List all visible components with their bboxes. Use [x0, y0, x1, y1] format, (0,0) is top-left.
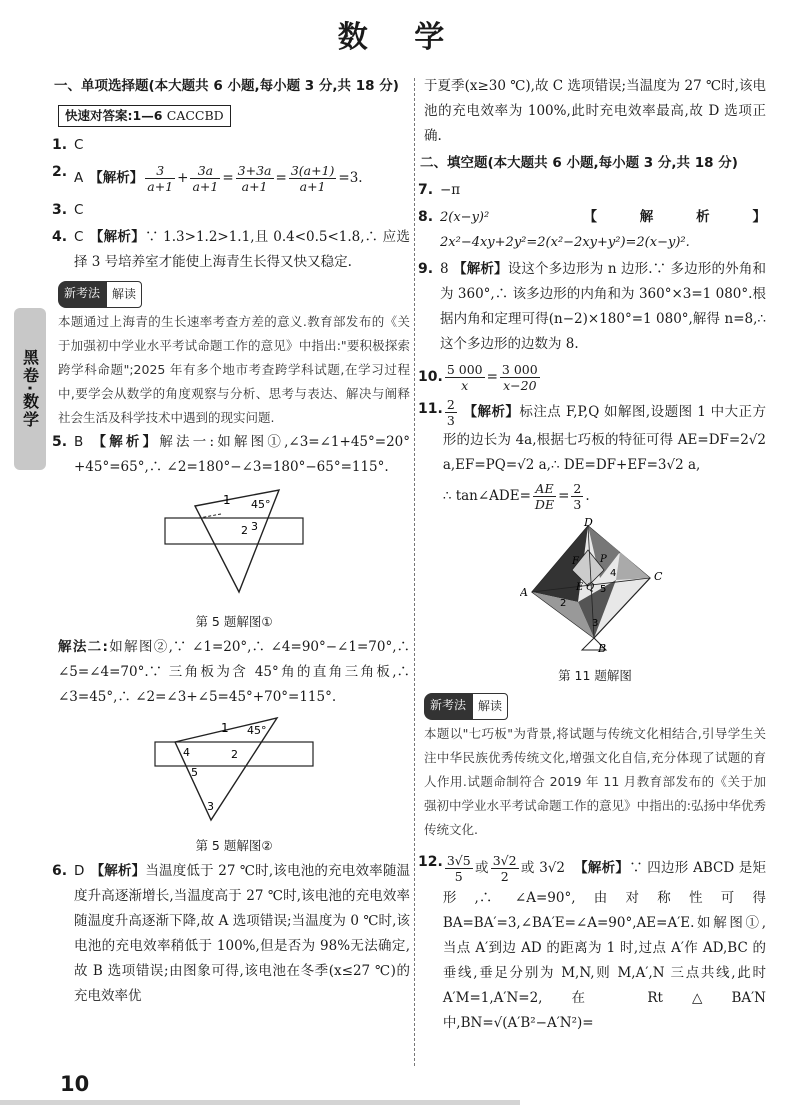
analysis-text: 设这个多边形为 n 边形.∵ 多边形的外角和为 360°,∴ 该多边形的内角和为 360°×3=1 080°.根据内角和定理可得(n−2)×180°=1 080°,解得 n=8,∴ 这个多边形的边数为 8. [440, 261, 767, 352]
side-tab-label: 黑卷·数学 [20, 348, 40, 430]
fraction: $\frac{3√5}{5}$ [446, 853, 471, 884]
interpretation-note: 本题以"七巧板"为背景,将试题与传统文化相结合,引导学生关注中华民族优秀传统文化,增强文化自信,充分体现了试题的育人作用.试题命制符合 2019 年 11 月教育部发布的《关于加强初中学业水平考试命题工作的意见》中指出的:弘扬中华优秀传统文化. [424, 726, 766, 837]
question-number: 1. [52, 137, 68, 153]
answer-value: −π [440, 182, 461, 198]
quick-answer-codes: CACCBD [166, 108, 224, 123]
question-5 [52, 430, 410, 480]
svg-text:C: C [654, 570, 663, 583]
quick-answer-box [58, 105, 231, 127]
figure-caption: 第 5 题解图② [195, 838, 273, 853]
svg-text:4: 4 [183, 746, 190, 759]
question-4 [52, 225, 410, 275]
answer-choice: A [74, 170, 84, 186]
analysis-tag: 【解析】 [574, 860, 630, 876]
svg-text:5: 5 [600, 584, 607, 595]
question-number: 8. [418, 209, 434, 225]
answer-choice: D [74, 863, 85, 879]
question-number: 6. [52, 863, 68, 879]
fraction: $\frac{3}{a+1}$ [147, 163, 174, 194]
answer-choice: B [74, 434, 84, 450]
svg-text:3: 3 [207, 800, 214, 813]
svg-text:2: 2 [231, 748, 238, 761]
answer-choice: C [74, 229, 84, 245]
question-number: 2. [52, 164, 68, 180]
answer-choice: C [74, 137, 84, 153]
question-3 [52, 198, 410, 223]
figure-caption: 第 5 题解图① [195, 614, 273, 629]
figure-11 [424, 518, 766, 687]
question-1 [52, 133, 410, 158]
page-number: 10 [60, 1072, 90, 1096]
fraction: $\frac{3a}{a+1}$ [192, 163, 219, 194]
fraction: $\frac{2}{3}$ [573, 481, 582, 512]
figure-5-2 [58, 714, 410, 857]
section-2-heading: 二、填空题(本大题共 6 小题,每小题 3 分,共 18 分) [420, 155, 738, 171]
fraction: $\frac{3 000}{x-20}$ [501, 362, 538, 393]
question-8 [418, 205, 766, 255]
right-column [418, 74, 767, 1038]
quick-answer-label: 快速对答案:1—6 [65, 108, 163, 123]
svg-text:B: B [598, 642, 607, 655]
svg-text:3: 3 [251, 520, 258, 533]
analysis-tag: 【解析】 [89, 170, 144, 186]
page-title: 数 学 [337, 20, 463, 55]
solution-2: 解法二:如解图②,∵ ∠1=20°,∴ ∠4=90°−∠1=70°,∴ ∠5=∠4=70°.∵ 三角板为含 45°角的直角三角板,∴ ∠3=45°,∴ ∠2=∠3+∠5=45°+70°=115°. [58, 639, 410, 705]
svg-text:45°: 45° [251, 498, 271, 511]
svg-text:A: A [520, 586, 528, 599]
answer-fraction: $\frac{2}{3}$ [446, 397, 455, 428]
question-6-continued: 于夏季(x≥30 ℃),故 C 选项错误;当温度为 27 ℃时,该电池的充电效率为 100%,此时充电效率最高,故 D 选项正确. [424, 78, 766, 144]
answer-value: 2(x−y)² [440, 210, 490, 225]
analysis-text: ∵ 1.3>1.2>1.1,且 0.4<0.5<1.8,∴ 应选择 3 号培养室才能使上海青生长得又快又稳定. [74, 229, 410, 270]
question-9 [418, 257, 767, 357]
analysis-text: 标注点 F,P,Q 如解图,设题图 1 中大正方形的边长为 4a,根据七巧板的特征可得 AE=DF=2√2 a,EF=PQ=√2 a,∴ DE=DF+EF=3√2 a, [442, 404, 767, 473]
fraction: $\frac{5 000}{x}$ [446, 362, 483, 393]
svg-text:4: 4 [610, 568, 617, 579]
analysis-tag: 【解析】 [453, 261, 508, 277]
svg-text:1: 1 [221, 721, 229, 735]
side-tab [14, 308, 46, 470]
figure-5-1 [58, 484, 410, 633]
new-exam-badge: 新考法 解读 [58, 281, 142, 308]
analysis-tag: 【解析】 [89, 434, 160, 450]
ruler-triangle-diagram-2 [149, 714, 319, 826]
fraction: $\frac{3+3a}{a+1}$ [237, 163, 272, 194]
question-number: 12. [418, 854, 443, 870]
question-12: 12. $\frac{3√5}{5}$ 或 $\frac{3√2}{2}$ 或 3√2 【解析】∵ 四边形 ABCD 是矩形,∴ ∠A=90°,由对称性可得 BA=BA′=3,∠BA′E=∠A=90°,AE=A′E.如解图①,当点 A′到边 AD 的距离为 1 时,过点 A′作 AD,BC 的垂线,垂足分别为 M,N,则 M,A′,N 三点共线,此时 A′M=1,A′N=2,在 Rt△BA′N 中,BN=√(A′B²−A′N²)= [424, 850, 766, 1036]
analysis-tag: 【解析】 [583, 209, 766, 225]
question-11 [418, 397, 767, 514]
svg-text:2: 2 [560, 598, 567, 609]
svg-text:F: F [572, 556, 579, 567]
analysis-text: ∵ 四边形 ABCD 是矩形,∴ ∠A=90°,由对称性可得 BA=BA′=3,∠BA′E=∠A=90°,AE=A′E.如解图①,当点 A′到边 AD 的距离为 1 时,过点 A′作 AD,BC 的垂线,垂足分别为 M,N,则 M,A′,N 三点共线,此时 A′M=1,A′N=2,在 Rt△BA′N 中,BN=√(A′B²−A′N²)= [442, 860, 767, 1031]
figure-caption: 第 11 题解图 [558, 668, 632, 683]
question-number: 4. [52, 229, 68, 245]
svg-text:3: 3 [592, 618, 599, 629]
question-6 [52, 859, 411, 1009]
svg-text:2: 2 [241, 524, 248, 537]
section-1-heading: 一、单项选择题(本大题共 6 小题,每小题 3 分,共 18 分) [54, 78, 399, 94]
analysis-text: 2x²−4xy+2y²=2(x²−2xy+y²)=2(x−y)². [440, 235, 690, 250]
answer-value: 8 [440, 261, 449, 277]
svg-text:45°: 45° [247, 724, 267, 737]
analysis-text: 当温度低于 27 ℃时,该电池的充电效率随温度升高逐渐增长,当温度高于 27 ℃时,该电池的充电效率随温度升高逐渐下降,故 A 选项错误;当温度为 0 ℃时,该电池的充电效率稍低于 100%,但是否为 98%无法确定,故 B 选项错误;由图象可得,该电池在冬季(x≤27 ℃)的充电效率优 [74, 863, 411, 1004]
question-number: 3. [52, 202, 68, 218]
tan-line: ∴ tan∠ADE= $\frac{AE}{DE}$ = $\frac{2}{3}$ . [442, 481, 590, 512]
fraction: $\frac{3√2}{2}$ [492, 853, 517, 884]
new-exam-badge: 新考法 解读 [424, 693, 508, 720]
analysis-tag: 【解析】 [90, 863, 146, 879]
question-number: 11. [418, 401, 443, 417]
footer-bar [0, 1100, 520, 1105]
question-number: 9. [418, 261, 434, 277]
svg-text:P: P [600, 554, 607, 565]
fraction: $\frac{AE}{DE}$ [534, 481, 555, 512]
column-divider [414, 78, 415, 1066]
interpretation-note: 本题通过上海青的生长速率考查方差的意义.教育部发布的《关于加强初中学业水平考试命题工作的意见》中指出:"要积极探索跨学科命题";2025 年有多个地市考查跨学科试题,在学习过程中,要学会从数学的角度观察与分析、思考与表达、解决与阐释社会生活及科学技术中遇到的现实问题. [58, 314, 410, 425]
analysis-tag: 【解析】 [463, 404, 520, 420]
question-number: 5. [52, 434, 68, 450]
question-10: 10. $\frac{5 000}{x}$ = $\frac{3 000}{x-20}$ [424, 359, 766, 395]
question-number: 10. [418, 369, 443, 385]
ruler-triangle-diagram-1 [159, 484, 309, 602]
svg-text:Q: Q [586, 582, 595, 593]
question-2: 2. A 【解析】 $\frac{3}{a+1}$ + $\frac{3a}{a+1}$ = $\frac{3+3a}{a+1}$ = $\frac{3(a+1)}{a+1}$ =3. [58, 160, 410, 196]
svg-text:E: E [576, 582, 584, 593]
svg-text:D: D [584, 518, 593, 529]
left-column [52, 74, 411, 1011]
svg-text:5: 5 [191, 766, 198, 779]
analysis-text: 解法一:如解图①,∠3=∠1+45°=20°+45°=65°,∴ ∠2=180°−∠3=180°−65°=115°. [74, 434, 410, 475]
analysis-tag: 【解析】 [89, 229, 146, 245]
fraction: $\frac{3(a+1)}{a+1}$ [290, 163, 335, 194]
tangram-diagram [520, 518, 670, 656]
answer-choice: C [74, 202, 84, 218]
question-7 [418, 178, 766, 203]
question-number: 7. [418, 182, 434, 198]
svg-text:1: 1 [223, 493, 231, 507]
